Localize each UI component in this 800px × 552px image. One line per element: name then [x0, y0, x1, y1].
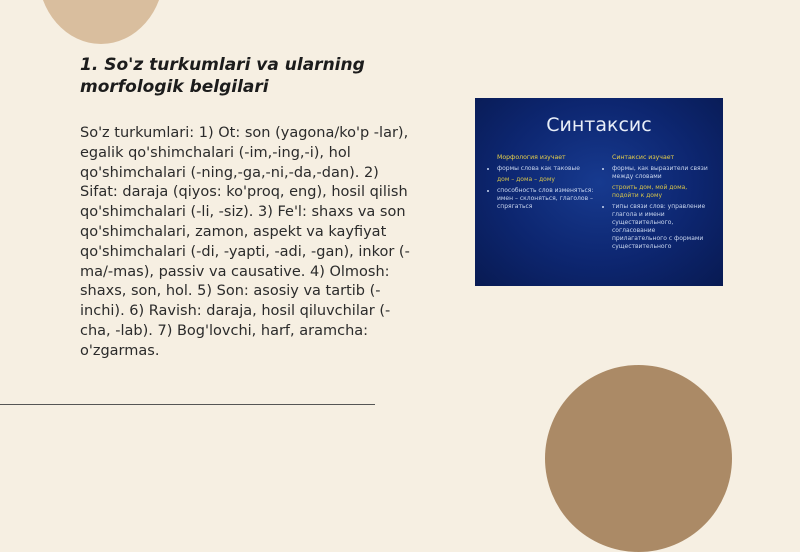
left-item: дом – дома – дому — [497, 176, 555, 183]
right-item: • типы связи слов: управление глагола и имени существительного, согласование прилагательного с формами существительного — [612, 203, 710, 251]
body-paragraph: So'z turkumlari: 1) Ot: son (yagona/ko'p -lar), egalik qo'shimchalari (-im,-ing,-i), hol qo'shimchalari (-ning,-ga,-ni,-da,-dan). 2) Sifat: daraja (qiyos: ko'proq, eng), hosil qilish qo'shimchalari (-li, -siz). 3) Fe'l: shaxs va son qo'shimchalari, zamon, aspekt va kayfiyat qo'shimchalari (-di, -yapti, -adi, -gan), inkor (-ma/-mas), passiv va causative. 4) Olmosh: shaxs, son, hol. 5) Son: asosiy va tartib (-inchi). 6) Ravish: daraja, hosil qiluvchilar (-cha, -lab). 7) Bog'lovchi, harf, aramcha: o'zgarmas. — [80, 125, 410, 359]
slide-heading: 1. So'z turkumlari va ularning morfologik belgilari — [80, 55, 365, 97]
left-column-heading: Морфология изучает — [497, 154, 566, 161]
right-item: • формы, как выразители связи между словами — [612, 165, 710, 181]
slide-left-column — [487, 154, 595, 214]
left-item: • формы слова как таковые — [497, 165, 595, 173]
slide-image-title: Синтаксис — [546, 114, 652, 136]
right-item: строить дом, мой дома, подойти к дому — [612, 184, 688, 199]
decorative-circle-top — [38, 0, 164, 44]
left-item: • способность слов изменяться: имен – склоняться, глаголов – спрягаться — [497, 187, 595, 211]
divider-line — [0, 404, 375, 405]
decorative-circle-bottom — [545, 365, 732, 552]
embedded-slide-image — [475, 98, 723, 286]
right-column-heading: Синтаксис изучает — [612, 154, 675, 161]
slide-right-column — [602, 154, 710, 254]
